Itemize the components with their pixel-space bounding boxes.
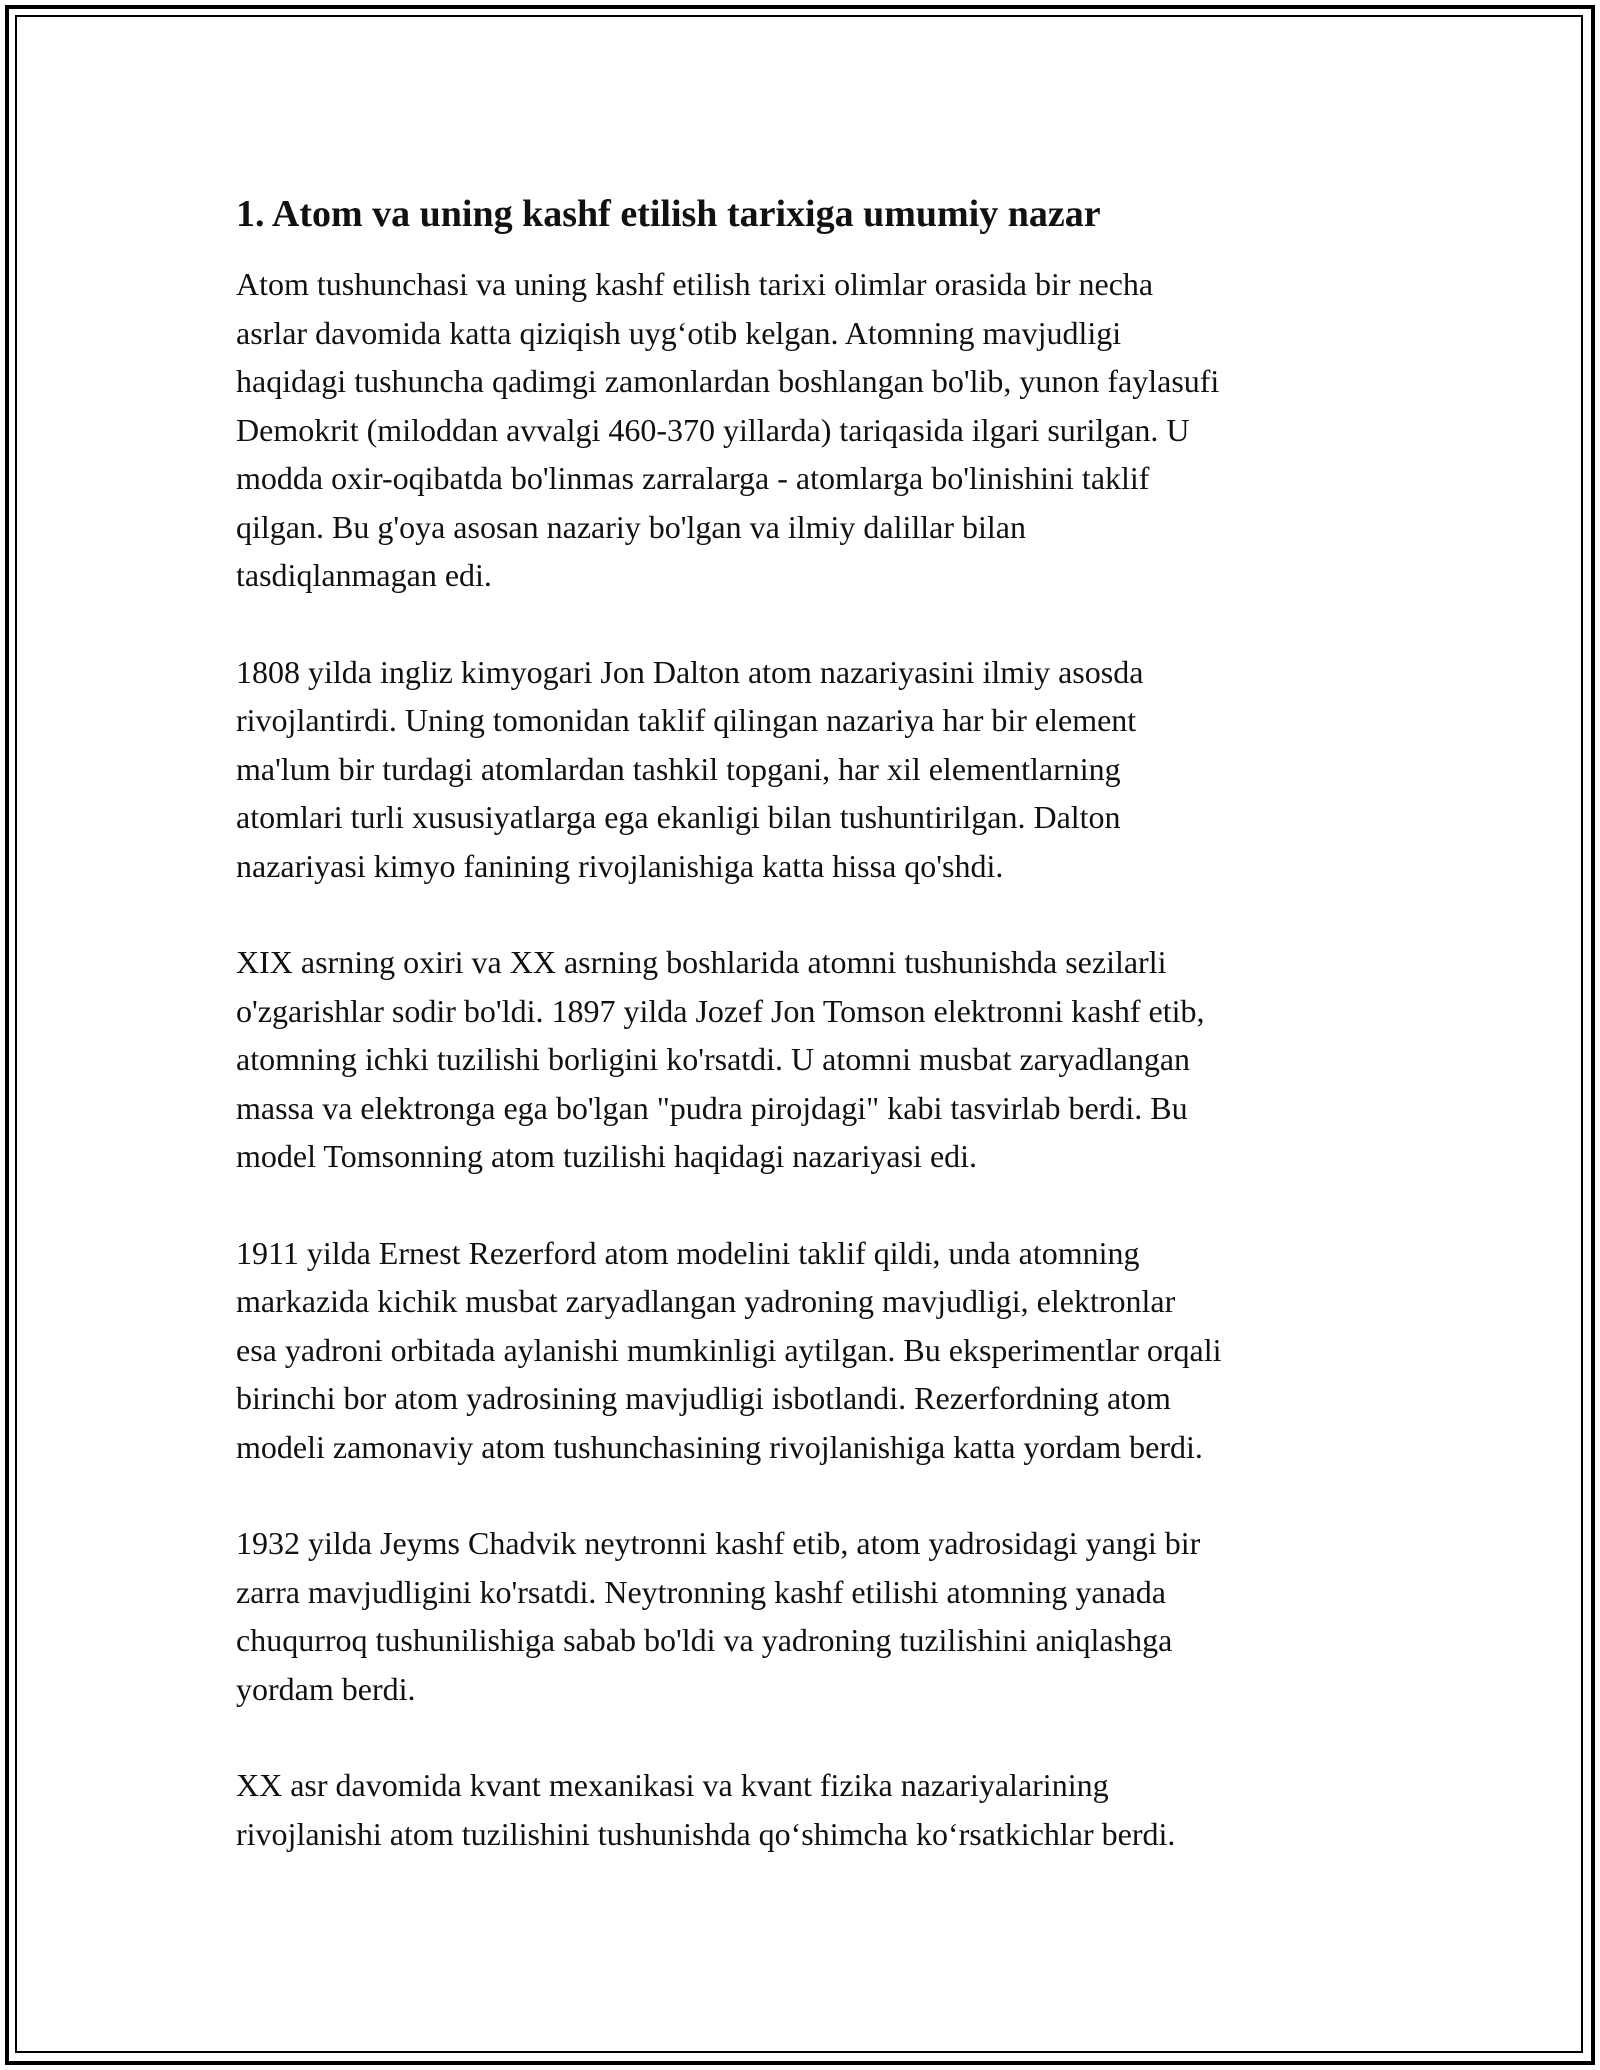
- paragraph-line: markazida kichik musbat zaryadlangan yadroning mavjudligi, elektronlar: [236, 1283, 1176, 1319]
- paragraph-line: qilgan. Bu g'oya asosan nazariy bo'lgan va ilmiy dalillar bilan: [236, 508, 1026, 545]
- paragraph-line: XIX asrning oxiri va XX asrning boshlarida atomni tushunishda sezilarli: [236, 944, 1167, 980]
- paragraph-line: yordam berdi.: [236, 1670, 416, 1707]
- paragraph: [236, 1519, 1366, 1713]
- paragraph-line: model Tomsonning atom tuzilishi haqidagi nazariyasi edi.: [236, 1138, 978, 1174]
- paragraph: [236, 1229, 1366, 1472]
- paragraph-line: 1808 yilda ingliz kimyogari Jon Dalton atom nazariyasini ilmiy asosda: [236, 653, 1144, 690]
- paragraph: [236, 260, 1366, 600]
- paragraph-line: atomning ichki tuzilishi borligini ko'rsatdi. U atomni musbat zaryadlangan: [236, 1041, 1191, 1077]
- paragraph-line: rivojlanishi atom tuzilishini tushunishda qo‘shimcha ko‘rsatkichlar berdi.: [236, 1815, 1176, 1852]
- paragraph-line: 1911 yilda Ernest Rezerford atom modelini taklif qildi, unda atomning: [236, 1234, 1140, 1271]
- paragraph-line: asrlar davomida katta qiziqish uyg‘otib kelgan. Atomning mavjudligi: [236, 314, 1122, 351]
- paragraph-line: Atom tushunchasi va uning kashf etilish tarixi olimlar orasida bir necha: [236, 266, 1154, 302]
- paragraph-line: modeli zamonaviy atom tushunchasining rivojlanishiga katta yordam berdi.: [236, 1428, 1203, 1465]
- paragraph: [236, 1761, 1366, 1858]
- paragraph-line: o'zgarishlar sodir bo'ldi. 1897 yilda Jozef Jon Tomson elektronni kashf etib,: [236, 992, 1205, 1029]
- paragraph-line: rivojlantirdi. Uning tomonidan taklif qilingan nazariya har bir element: [236, 702, 1137, 738]
- paragraph-line: haqidagi tushuncha qadimgi zamonlardan boshlangan bo'lib, yunon faylasufi: [236, 363, 1220, 399]
- paragraph-line: esa yadroni orbitada aylanishi mumkinligi aytilgan. Bu eksperimentlar orqali: [236, 1331, 1222, 1368]
- paragraph-line: Demokrit (miloddan avvalgi 460-370 yillarda) tariqasida ilgari surilgan. U: [236, 411, 1190, 448]
- paragraph: [236, 938, 1366, 1181]
- paragraph-line: modda oxir-oqibatda bo'linmas zarralarga - atomlarga bo'linishini taklif: [236, 460, 1150, 496]
- paragraph-line: ma'lum bir turdagi atomlardan tashkil topgani, har xil elementlarning: [236, 750, 1121, 787]
- paragraph-line: birinchi bor atom yadrosining mavjudligi isbotlandi. Rezerfordning atom: [236, 1380, 1171, 1416]
- paragraph-line: zarra mavjudligini ko'rsatdi. Neytronning kashf etilishi atomning yanada: [236, 1573, 1166, 1610]
- paragraph-line: 1932 yilda Jeyms Chadvik neytronni kashf etib, atom yadrosidagi yangi bir: [236, 1525, 1201, 1561]
- paragraph-line: atomlari turli xususiyatlarga ega ekanligi bilan tushuntirilgan. Dalton: [236, 799, 1121, 835]
- paragraph-line: massa va elektronga ega bo'lgan "pudra pirojdagi" kabi tasvirlab berdi. Bu: [236, 1089, 1188, 1126]
- paragraph-line: chuqurroq tushunilishiga sabab bo'ldi va yadroning tuzilishini aniqlashga: [236, 1622, 1173, 1658]
- paragraph-line: XX asr davomida kvant mexanikasi va kvant fizika nazariyalarining: [236, 1767, 1109, 1803]
- section-title: 1. Atom va uning kashf etilish tarixiga umumiy nazar: [236, 193, 1101, 235]
- document-body: [236, 190, 1366, 1906]
- paragraph: [236, 648, 1366, 891]
- paragraph-line: nazariyasi kimyo fanining rivojlanishiga katta hissa qo'shdi.: [236, 847, 1004, 884]
- paragraph-list: [236, 260, 1366, 1858]
- paragraph-line: tasdiqlanmagan edi.: [236, 557, 492, 593]
